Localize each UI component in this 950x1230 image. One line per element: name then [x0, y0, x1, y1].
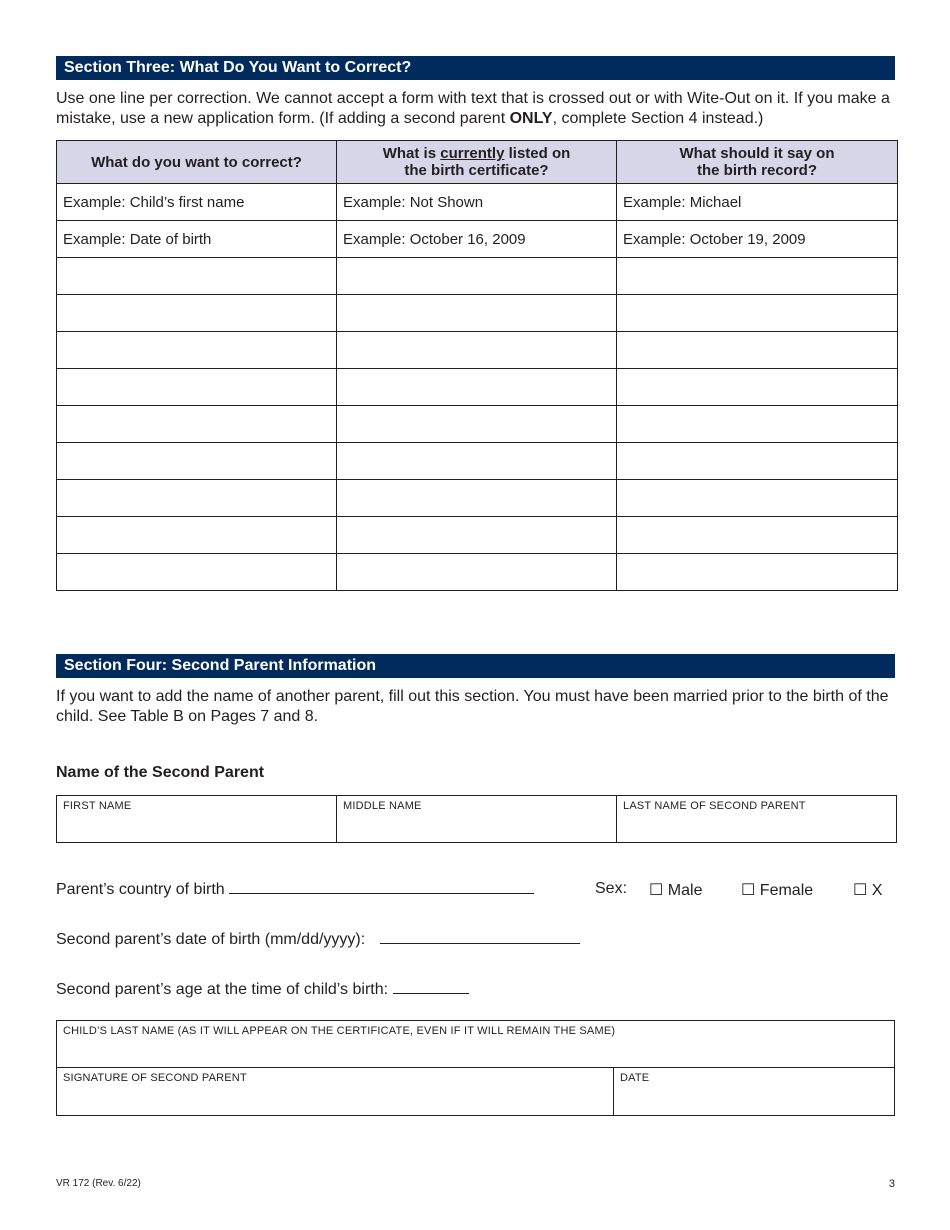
page-number: 3	[888, 1178, 895, 1190]
current-value-cell[interactable]	[337, 443, 617, 480]
current-value-cell[interactable]	[337, 406, 617, 443]
correction-field-cell[interactable]	[57, 480, 337, 517]
second-parent-name-heading: Name of the Second Parent	[56, 764, 265, 781]
correction-field-cell[interactable]: Example: Date of birth	[57, 221, 337, 258]
table-row	[57, 295, 898, 332]
corrected-value-cell[interactable]	[617, 406, 898, 443]
table-row	[57, 517, 898, 554]
header-col2-text-a: What is	[382, 145, 441, 162]
table-row	[57, 406, 898, 443]
corrections-table	[56, 140, 898, 591]
sex-female-checkbox[interactable]: ☐ Female	[741, 882, 814, 899]
current-value-cell[interactable]	[337, 554, 617, 591]
corrected-value-cell[interactable]	[617, 258, 898, 295]
instructions-text-2: , complete Section 4 instead.)	[552, 110, 764, 127]
correction-field-cell[interactable]	[57, 517, 337, 554]
last-name-field[interactable]	[616, 796, 896, 842]
corrected-value-cell[interactable]	[617, 517, 898, 554]
current-value-cell[interactable]	[337, 480, 617, 517]
corrected-value-cell[interactable]	[617, 443, 898, 480]
corrected-value-cell[interactable]	[617, 295, 898, 332]
last-name-label: LAST NAME OF SECOND PARENT	[623, 800, 806, 812]
corrected-value-cell[interactable]	[617, 480, 898, 517]
first-name-label: FIRST NAME	[63, 800, 132, 812]
header-col2-text-c: the birth certificate?	[404, 162, 549, 179]
header-col2-text-b: listed on	[504, 145, 571, 162]
age-at-birth-input[interactable]	[393, 980, 469, 994]
header-col2-underlined: currently	[440, 145, 505, 162]
current-value-cell[interactable]	[337, 517, 617, 554]
instructions-bold-only: ONLY	[509, 110, 553, 127]
instructions-text-1: Use one line per correction. We cannot accept a form with text that is crossed out or with Wite-Out on it. If you make a mistake, use a new application form. (If adding a second parent	[56, 90, 890, 127]
second-parent-name-box	[56, 795, 897, 843]
date-of-birth-label: Second parent’s date of birth (mm/dd/yyyy):	[56, 931, 366, 948]
current-value-cell[interactable]	[337, 258, 617, 295]
corrected-value-cell[interactable]	[617, 554, 898, 591]
table-row	[57, 258, 898, 295]
header-should-say	[617, 141, 898, 184]
correction-field-cell[interactable]	[57, 406, 337, 443]
correction-field-cell[interactable]	[57, 554, 337, 591]
signature-field[interactable]	[57, 1068, 614, 1115]
child-signature-box	[56, 1020, 895, 1116]
table-row	[57, 554, 898, 591]
corrected-value-cell[interactable]	[617, 369, 898, 406]
correction-field-cell[interactable]	[57, 443, 337, 480]
correction-field-cell[interactable]	[57, 369, 337, 406]
header-currently-listed	[337, 141, 617, 184]
country-of-birth-label: Parent’s country of birth	[56, 881, 225, 898]
section-four-instructions: If you want to add the name of another parent, fill out this section. You must have been married prior to the birth of the child. See Table B on Pages 7 and 8.	[56, 688, 889, 725]
header-what-to-correct	[57, 141, 337, 184]
sex-x-checkbox[interactable]: ☐ X	[853, 882, 883, 899]
current-value-cell[interactable]	[337, 295, 617, 332]
country-of-birth-row	[56, 880, 534, 899]
corrected-value-cell[interactable]	[617, 332, 898, 369]
table-row	[57, 221, 898, 258]
corrected-value-cell[interactable]: Example: October 19, 2009	[617, 221, 898, 258]
first-name-field[interactable]	[57, 796, 337, 842]
middle-name-field[interactable]	[336, 796, 616, 842]
middle-name-label: MIDDLE NAME	[343, 800, 422, 812]
table-row	[57, 480, 898, 517]
section-four-title: Section Four: Second Parent Information	[64, 657, 377, 674]
table-row	[57, 443, 898, 480]
section-three-title: Section Three: What Do You Want to Correct?	[64, 59, 412, 76]
sex-male-checkbox[interactable]: ☐ Male	[649, 882, 703, 899]
section-three-header	[56, 56, 895, 80]
form-id: VR 172 (Rev. 6/22)	[56, 1178, 141, 1189]
sex-label: Sex:	[595, 880, 628, 897]
current-value-cell[interactable]: Example: Not Shown	[337, 184, 617, 221]
date-label: DATE	[620, 1072, 650, 1084]
age-at-birth-row	[56, 980, 469, 999]
country-of-birth-input[interactable]	[229, 880, 534, 894]
correction-field-cell[interactable]	[57, 295, 337, 332]
current-value-cell[interactable]	[337, 369, 617, 406]
header-col3-text-a: What should it say on	[679, 145, 835, 162]
age-at-birth-label: Second parent’s age at the time of child’s birth:	[56, 981, 389, 998]
table-row	[57, 184, 898, 221]
header-col1-text: What do you want to correct?	[91, 153, 302, 171]
table-row	[57, 369, 898, 406]
date-of-birth-input[interactable]	[380, 930, 580, 944]
correction-field-cell[interactable]	[57, 332, 337, 369]
child-last-name-field[interactable]	[57, 1021, 894, 1068]
table-row	[57, 332, 898, 369]
child-last-name-label: CHILD’S LAST NAME (AS IT WILL APPEAR ON THE CERTIFICATE, EVEN IF IT WILL REMAIN THE SAME)	[63, 1025, 616, 1037]
corrected-value-cell[interactable]: Example: Michael	[617, 184, 898, 221]
section-four-header	[56, 654, 895, 678]
section-three-instructions	[56, 89, 896, 129]
current-value-cell[interactable]: Example: October 16, 2009	[337, 221, 617, 258]
correction-field-cell[interactable]: Example: Child’s first name	[57, 184, 337, 221]
date-of-birth-row	[56, 930, 580, 949]
correction-field-cell[interactable]	[57, 258, 337, 295]
date-field[interactable]	[613, 1068, 894, 1115]
header-col3-text-b: the birth record?	[696, 162, 817, 179]
corrections-header-row	[57, 141, 898, 184]
current-value-cell[interactable]	[337, 332, 617, 369]
signature-label: SIGNATURE OF SECOND PARENT	[63, 1072, 247, 1084]
